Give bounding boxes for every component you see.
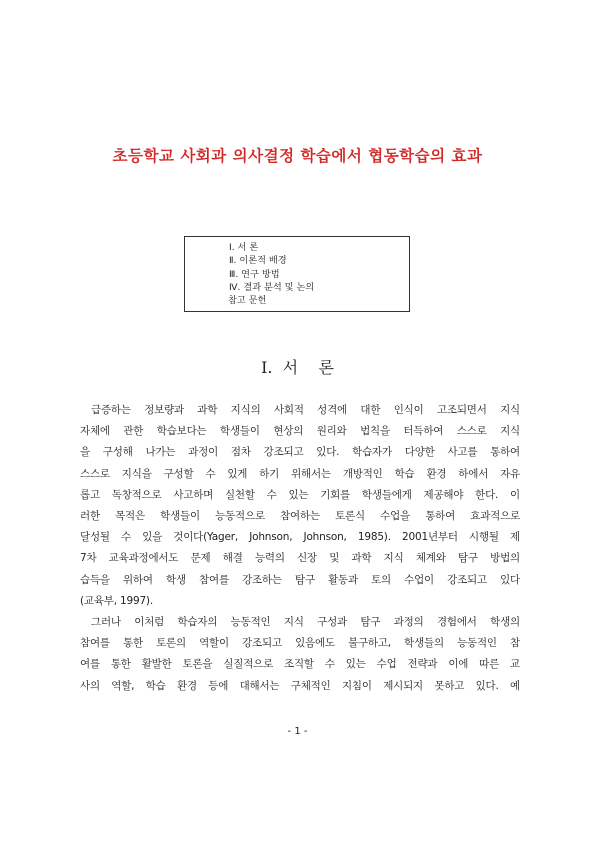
toc-item-introduction: Ⅰ. 서 론 (229, 242, 259, 253)
text-line: 습득을 위하여 학생 참여를 강조하는 탐구 활동과 토의 수업이 강조되고 있다 (80, 573, 520, 586)
text-line: 자체에 관한 학습보다는 학생들이 현상의 원리와 법칙을 터득하여 스스로 지식 (80, 425, 520, 438)
text-line: 참여를 통한 토론의 역할이 강조되고 있음에도 불구하고, 학생들의 능동적인 참 (80, 637, 520, 650)
toc-item-results-discussion: Ⅳ. 결과 분석 및 논의 (229, 281, 315, 293)
toc-item-theoretical-background: Ⅱ. 이론적 배경 (229, 255, 287, 267)
section-heading-introduction: Ⅰ. 서 론 (261, 358, 334, 377)
text-line: 러한 목적은 학생들이 능동적으로 참여하는 토론식 수업을 통하여 효과적으로 (80, 509, 520, 522)
document-title: 초등학교 사회과 의사결정 학습에서 협동학습의 효과 (112, 146, 483, 165)
paragraph-1 (80, 400, 520, 612)
text-line: 스스로 지식을 구성할 수 있게 하기 위해서는 개방적인 학습 환경 하에서 자유 (80, 467, 520, 480)
text-line: (교육부, 1997). (80, 594, 153, 607)
text-line: 여를 통한 활발한 토론을 실질적으로 조직할 수 있는 수업 전략과 이에 따른 교 (80, 658, 520, 671)
table-of-contents (184, 236, 410, 312)
toc-item-references: 참고 문헌 (228, 295, 267, 307)
text-line: 급증하는 정보량과 과학 지식의 사회적 성격에 대한 인식이 고조되면서 지식 (91, 404, 520, 416)
text-line: 그러나 이처럼 학습자의 능동적인 지식 구성과 탐구 과정의 경험에서 학생의 (91, 616, 520, 628)
text-line: 롭고 독창적으로 사고하며 실천할 수 있는 기회를 학생들에게 제공해야 한다. 이 (80, 488, 520, 501)
toc-item-research-method: Ⅲ. 연구 방법 (229, 268, 280, 280)
text-line: 을 구성해 나가는 과정이 점차 강조되고 있다. 학습자가 다양한 사고를 통하여 (80, 446, 520, 459)
text-line: 달성될 수 있을 것이다(Yager, Johnson, Johnson, 1985). 2001년부터 시행될 제 (80, 531, 520, 544)
text-line: 7차 교육과정에서도 문제 해결 능력의 신장 및 과학 지식 체계와 탐구 방법의 (80, 552, 520, 565)
page-number: - 1 - (287, 726, 308, 737)
paragraph-2 (80, 612, 520, 697)
text-line: 사의 역할, 학습 환경 등에 대해서는 구체적인 지침이 제시되지 못하고 있다. 예 (80, 679, 520, 692)
